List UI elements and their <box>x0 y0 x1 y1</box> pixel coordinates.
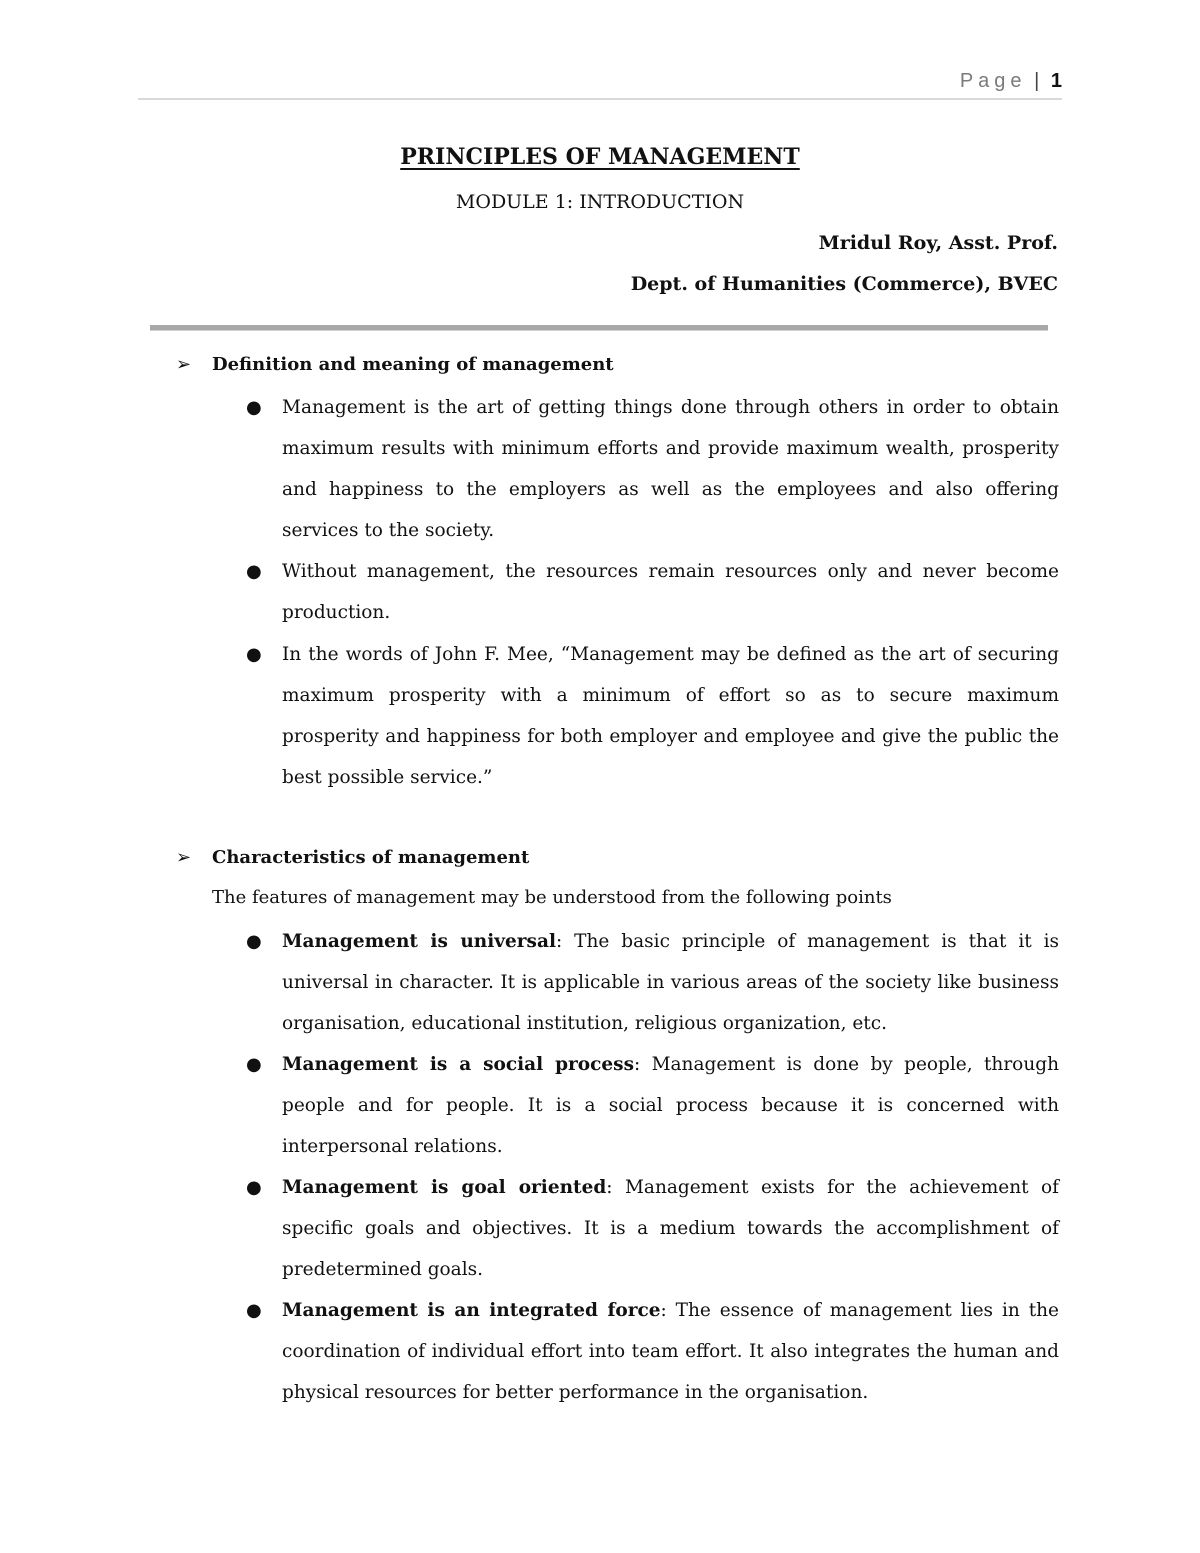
list-item <box>246 634 1059 798</box>
bullet-dot-icon: ● <box>246 931 262 952</box>
bullet-body: : The essence of management lies in the coordination of individual effort into team effort. It also integrates the human and physical resources for better performance in the organisation. <box>282 1300 1060 1403</box>
bullet-text <box>282 921 1059 1044</box>
page-separator: | <box>1034 70 1040 92</box>
bullet-dot-icon: ● <box>246 1054 262 1075</box>
bullet-text: Management is the art of getting things done through others in order to obtain maximum results with minimum efforts and provide maximum wealth, prosperity and happiness to the employers as well as the employees and also offering services to the society. <box>282 397 1059 541</box>
bullet-body: : Management exists for the achievement of specific goals and objectives. It is a medium towards the accomplishment of predetermined goals. <box>282 1177 1059 1280</box>
author-line: Mridul Roy, Asst. Prof. <box>818 232 1058 254</box>
module-title: MODULE 1: INTRODUCTION <box>455 191 745 213</box>
horizontal-divider <box>150 325 1048 331</box>
bullet-lead: Management is goal oriented <box>282 1177 607 1198</box>
section-heading-definition <box>176 353 614 377</box>
bullet-dot-icon: ● <box>246 1177 262 1198</box>
section-heading-text: Definition and meaning of management <box>212 354 614 375</box>
bullet-text: Without management, the resources remain resources only and never become production. <box>282 561 1059 623</box>
section-heading-text: Characteristics of management <box>212 847 530 868</box>
section-heading-characteristics <box>176 846 529 870</box>
document-title: PRINCIPLES OF MANAGEMENT <box>400 144 800 170</box>
bullet-text <box>282 1290 1059 1413</box>
bullet-lead: Management is an integrated force <box>282 1300 661 1321</box>
bullet-text <box>282 1044 1059 1167</box>
bullet-lead: Management is universal <box>282 931 556 952</box>
list-item <box>246 387 1059 551</box>
arrow-bullet-icon: ➢ <box>176 354 192 375</box>
bullet-lead: Management is a social process <box>282 1054 634 1075</box>
department-line: Dept. of Humanities (Commerce), BVEC <box>630 273 1058 295</box>
bullet-text <box>282 1167 1059 1290</box>
page-label: Page <box>959 70 1027 92</box>
page-header <box>138 68 1062 100</box>
page-number <box>960 70 1062 93</box>
bullet-dot-icon: ● <box>246 561 262 582</box>
bullet-dot-icon: ● <box>246 397 262 418</box>
list-item <box>246 551 1059 633</box>
page-number-value: 1 <box>1050 70 1062 92</box>
bullet-body: : Management is done by people, through people and for people. It is a social process because it is concerned with interpersonal relations. <box>282 1054 1059 1157</box>
section-intro: The features of management may be understood from the following points <box>212 887 892 908</box>
bullet-body: : The basic principle of management is that it is universal in character. It is applicable in various areas of the society like business organisation, educational institution, religious organization, etc. <box>282 931 1060 1034</box>
bullet-dot-icon: ● <box>246 1300 262 1321</box>
arrow-bullet-icon: ➢ <box>176 847 192 868</box>
bullet-dot-icon: ● <box>246 644 262 665</box>
list-item <box>246 1290 1059 1413</box>
list-item <box>246 1167 1059 1290</box>
bullet-text: In the words of John F. Mee, “Management may be defined as the art of securing maximum prosperity with a minimum of effort so as to secure maximum prosperity and happiness for both employer and employee and give the public the best possible service.” <box>282 644 1059 788</box>
list-item <box>246 921 1059 1044</box>
list-item <box>246 1044 1059 1167</box>
